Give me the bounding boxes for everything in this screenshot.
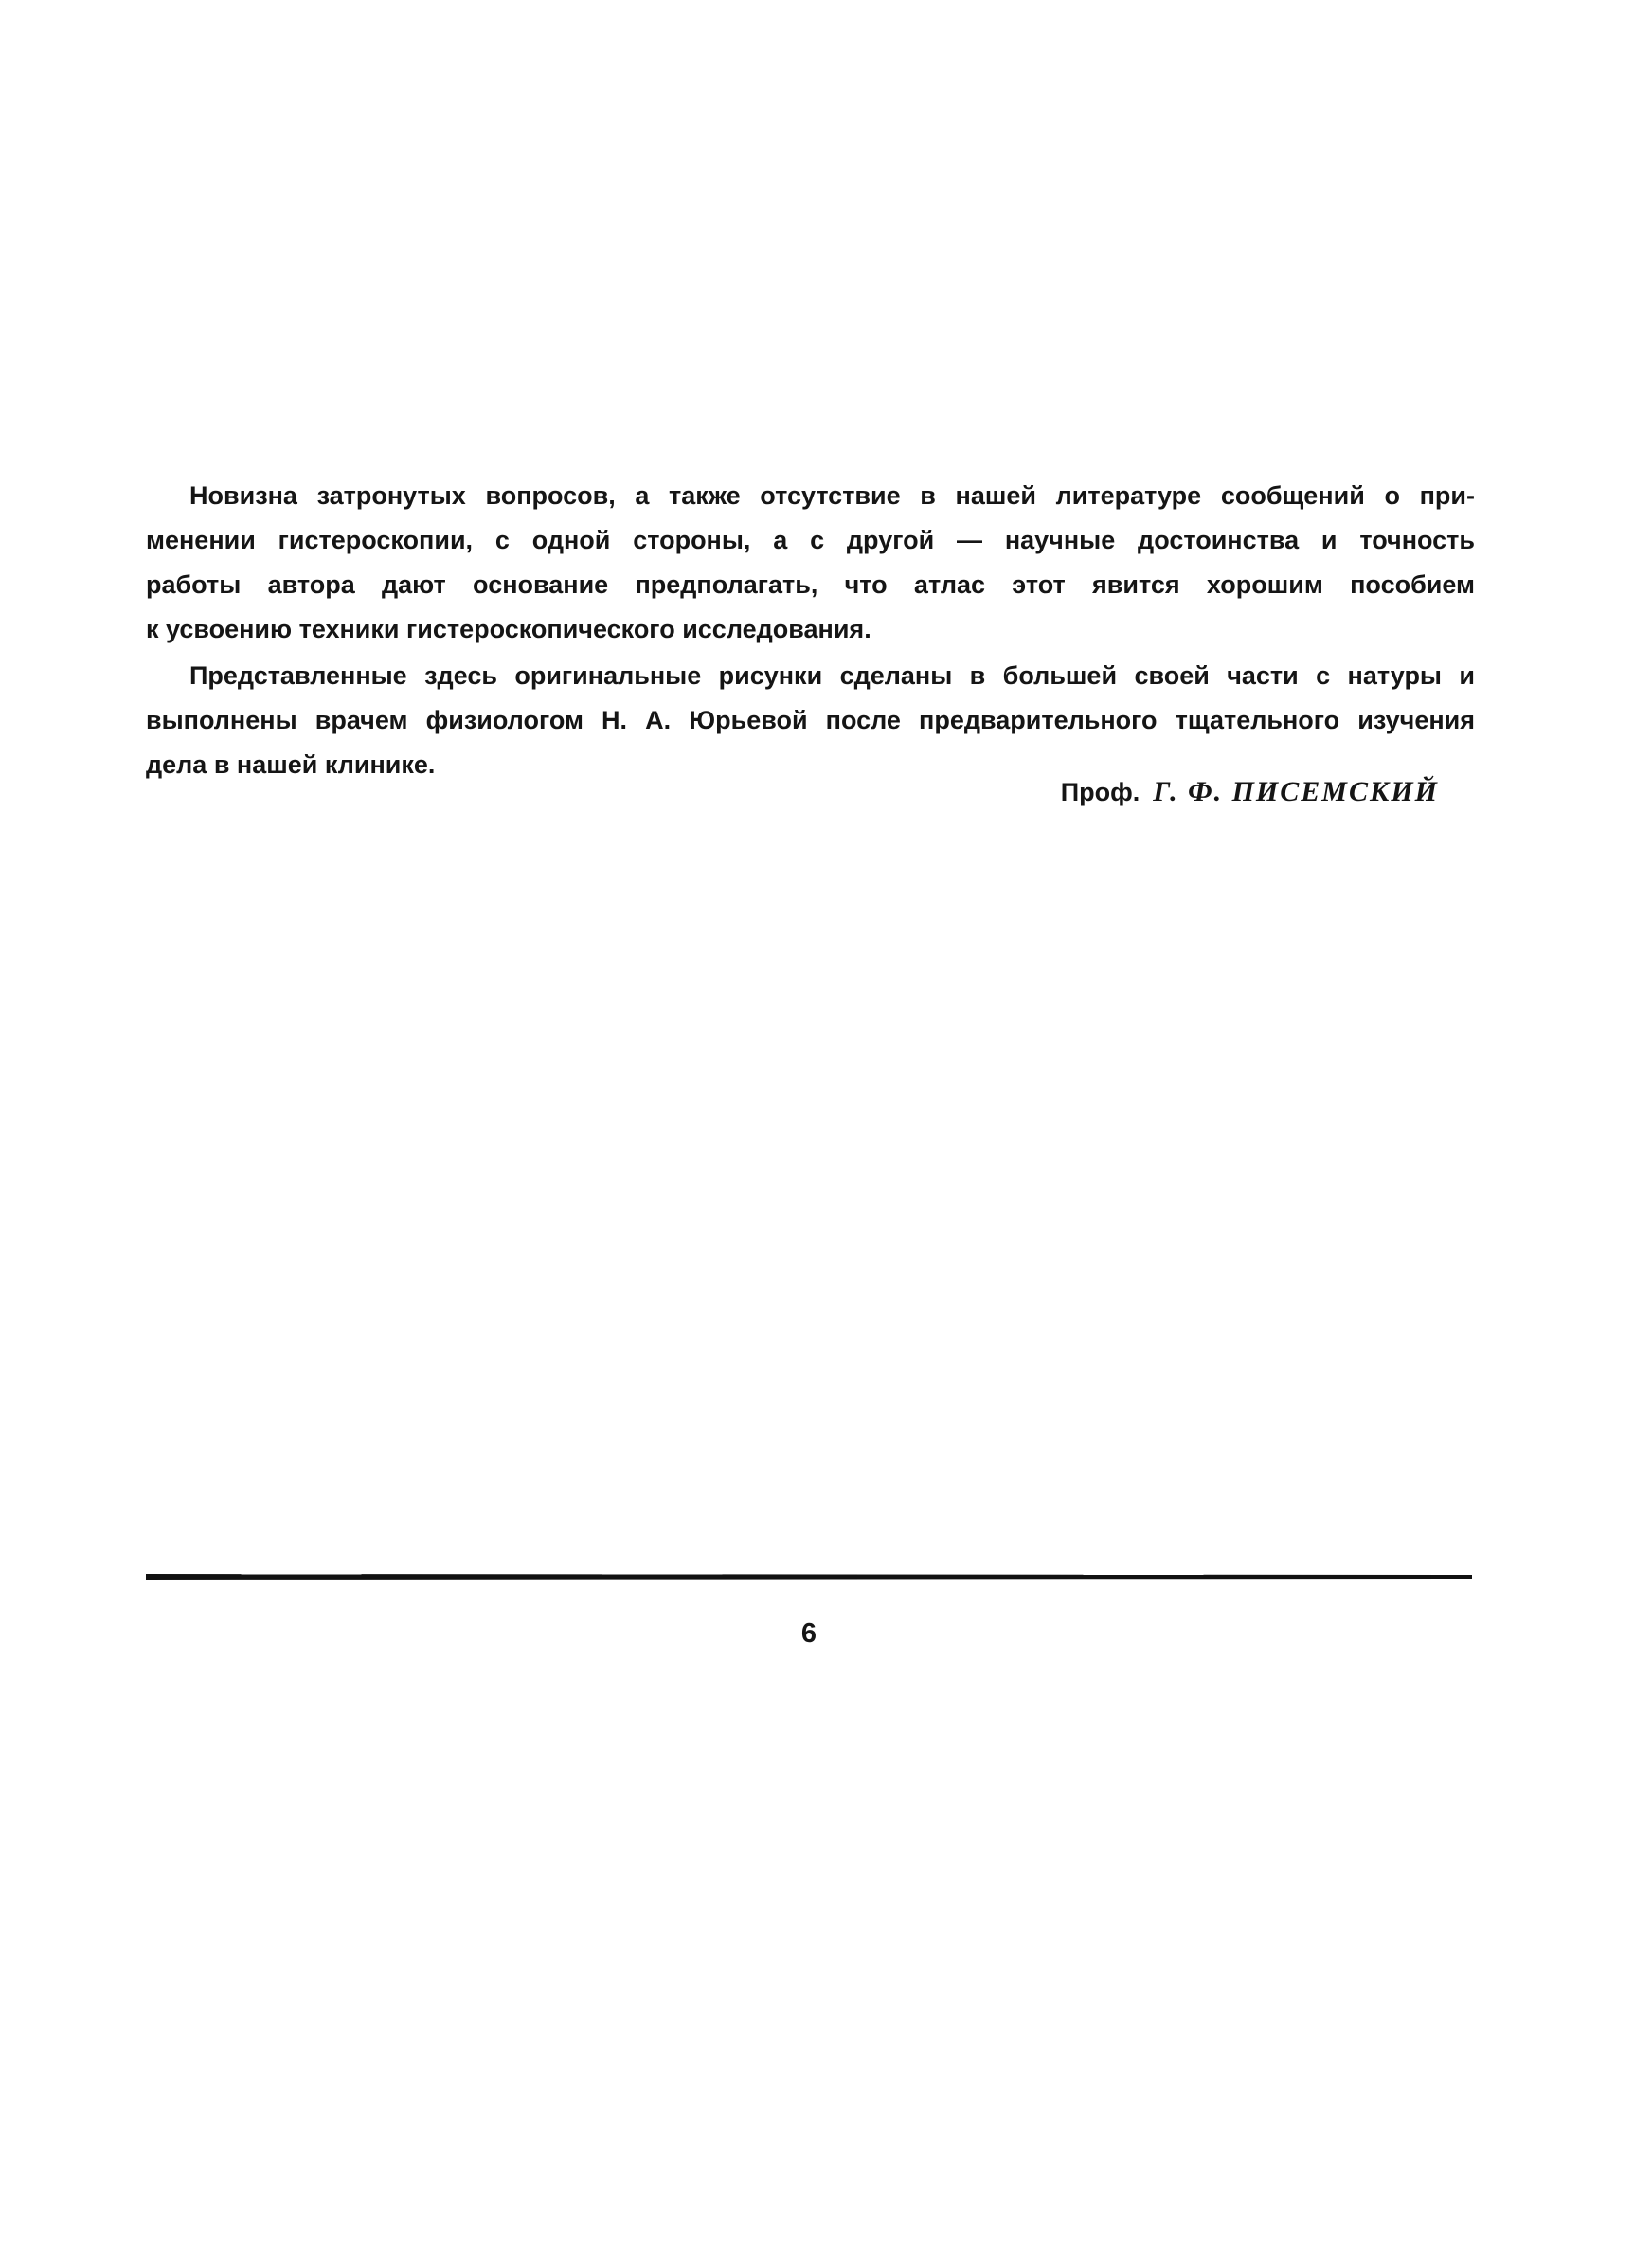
author-signature bbox=[1061, 770, 1439, 819]
paragraph-line: работы автора дают основание предполагать, что атлас этот явится хорошим пособием bbox=[146, 570, 1475, 599]
paragraph-line: Представленные здесь оригинальные рисунки сделаны в большей своей части с натуры и bbox=[189, 661, 1475, 690]
paragraph-line: менении гистероскопии, с одной стороны, а с другой — научные достоинства и точность bbox=[146, 526, 1475, 554]
signature-name: Г. Ф. ПИСЕМСКИЙ bbox=[1153, 776, 1439, 807]
paragraph-line: дела в нашей клинике. bbox=[146, 750, 436, 779]
signature-title: Проф. bbox=[1060, 778, 1140, 806]
page-number: 6 bbox=[800, 1618, 817, 1649]
paragraph-2 bbox=[146, 654, 1475, 787]
paragraph-line: к усвоению техники гистероскопического исследования. bbox=[146, 615, 871, 643]
paragraph-line: выполнены врачем физиологом Н. А. Юрьевой после предварительного тщательного изучения bbox=[146, 706, 1475, 734]
paragraph-1 bbox=[146, 474, 1475, 652]
horizontal-rule bbox=[146, 1574, 1472, 1580]
paragraph-line: Новизна затронутых вопросов, а также отсутствие в нашей литературе сообщений о при- bbox=[189, 481, 1475, 510]
body-text bbox=[146, 474, 1475, 787]
